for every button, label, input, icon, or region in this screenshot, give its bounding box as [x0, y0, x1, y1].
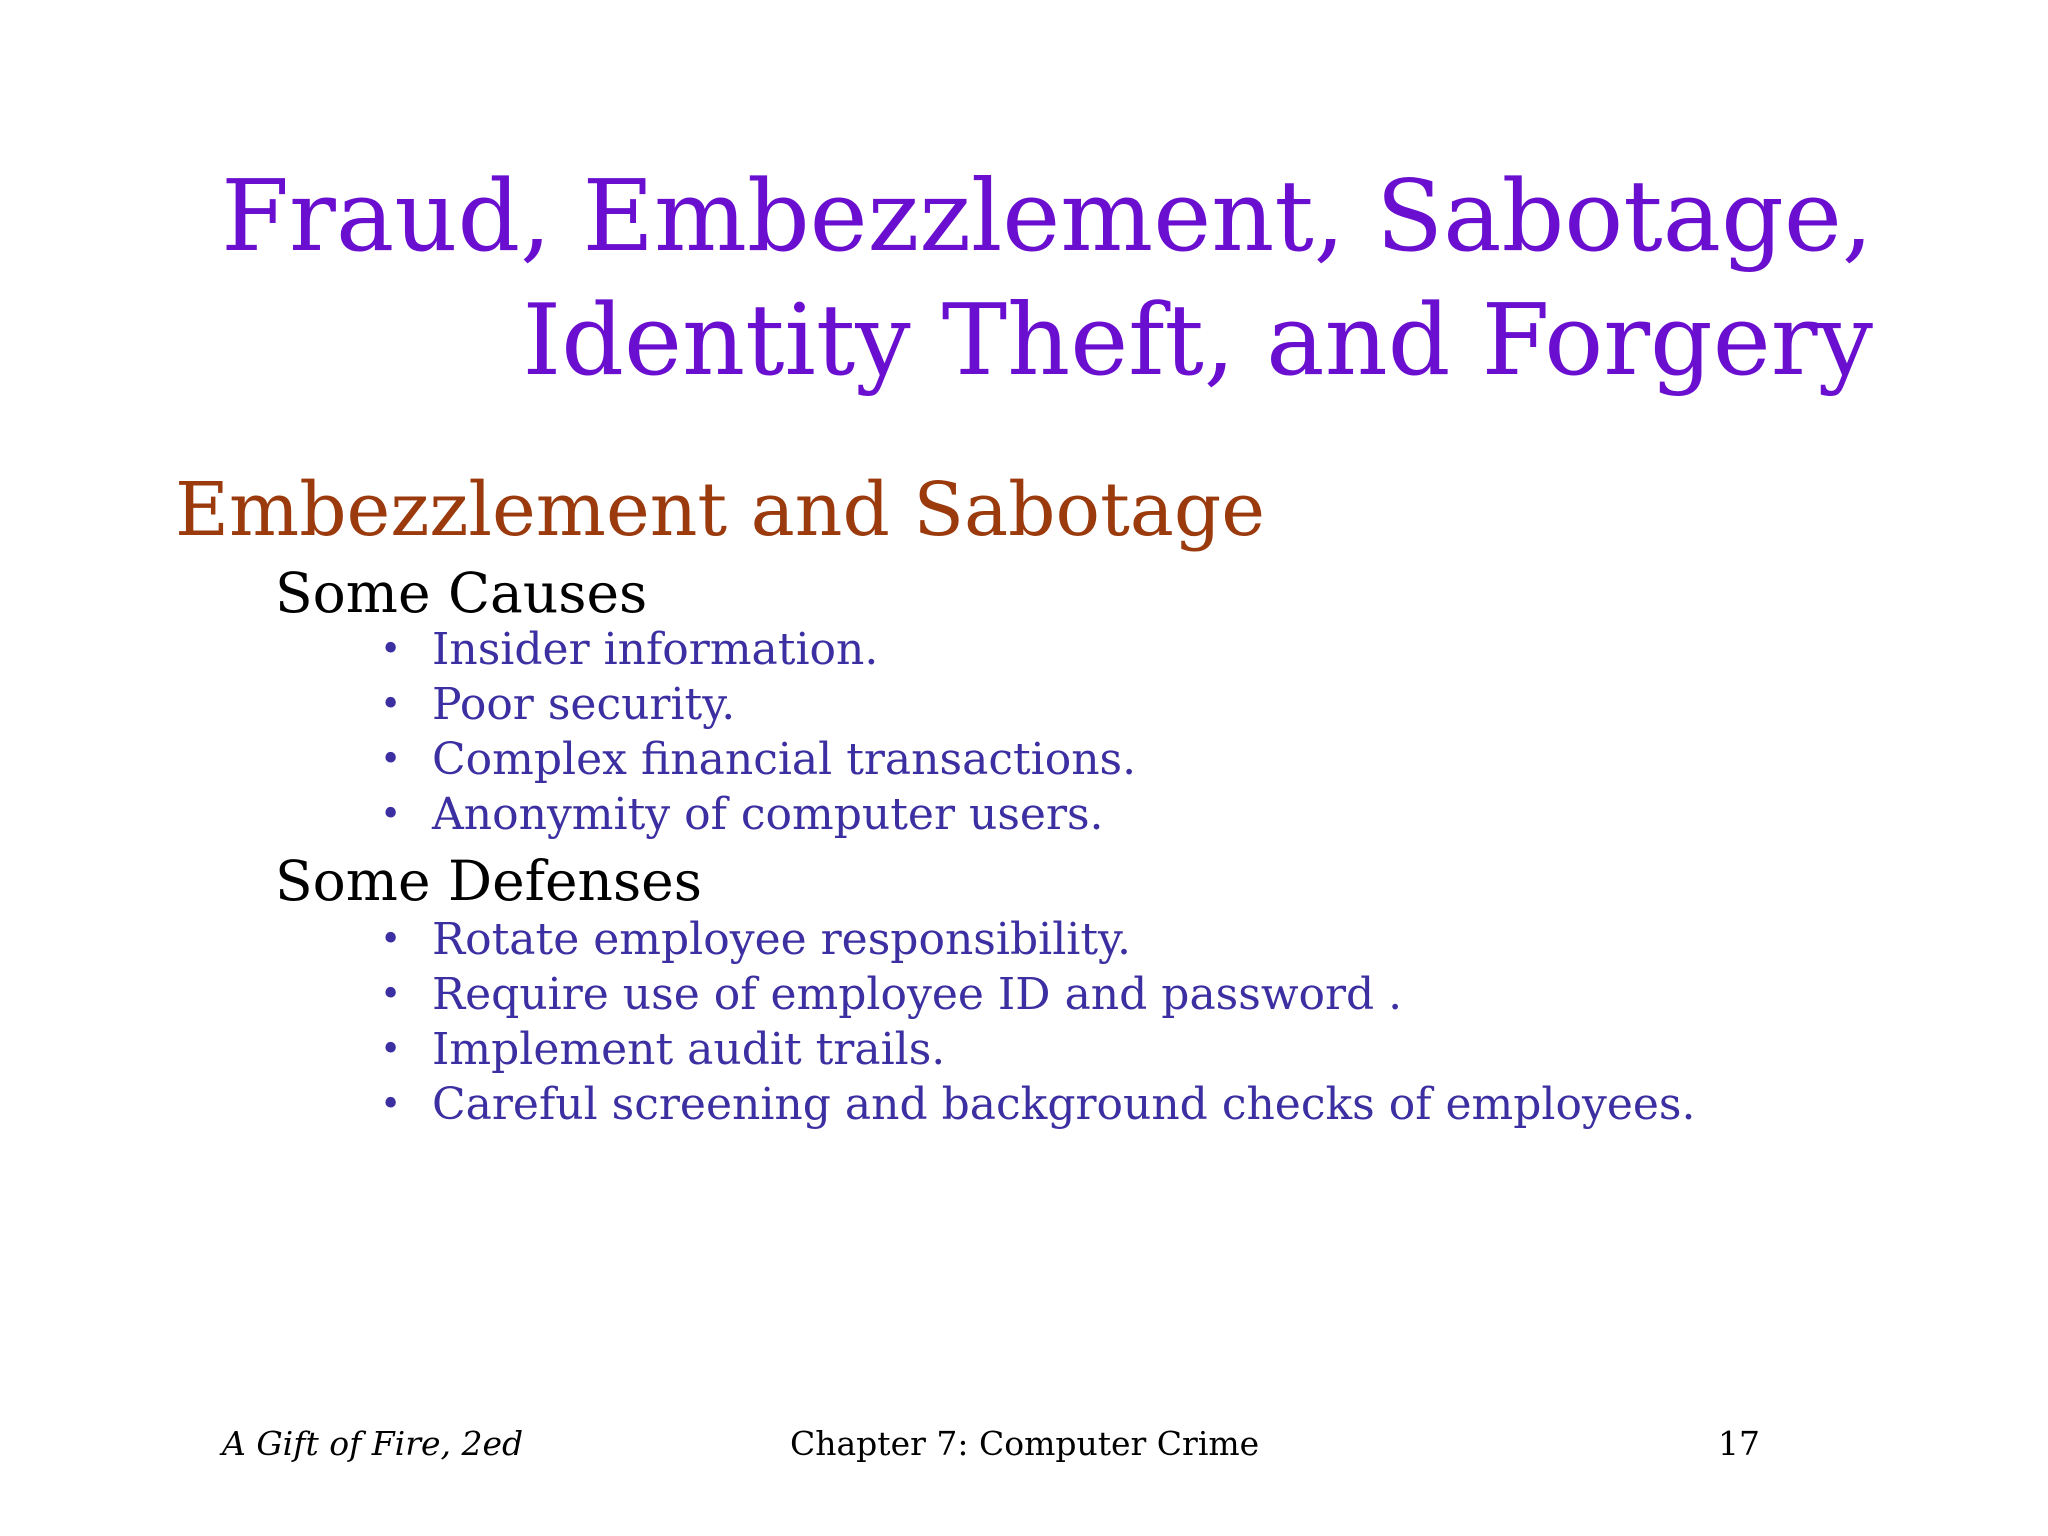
slide-title-line-1: Fraud, Embezzlement, Sabotage,	[221, 160, 1873, 274]
bullet-text: Insider information.	[432, 624, 879, 675]
bullet-text: Complex financial transactions.	[432, 734, 1137, 785]
list-item	[380, 787, 1136, 842]
list-item	[380, 1077, 1695, 1132]
bullet-text: Implement audit trails.	[432, 1024, 946, 1075]
bullet-list-defenses	[380, 912, 1695, 1132]
slide-title-line-2: Identity Theft, and Forgery	[522, 284, 1873, 398]
bullet-text: Careful screening and background checks of employees.	[432, 1079, 1696, 1130]
list-item	[380, 967, 1695, 1022]
footer-page-number: 17	[1718, 1424, 1760, 1463]
footer-book-title: A Gift of Fire, 2ed	[222, 1424, 524, 1463]
group-heading-defenses: Some Defenses	[275, 849, 702, 913]
footer-chapter: Chapter 7: Computer Crime	[790, 1424, 1260, 1463]
bullet-text: Rotate employee responsibility.	[432, 914, 1132, 965]
bullet-icon: •	[380, 794, 402, 835]
bullet-text: Poor security.	[432, 679, 736, 730]
bullet-icon: •	[380, 919, 402, 960]
group-heading-causes: Some Causes	[275, 561, 648, 625]
bullet-text: Require use of employee ID and password .	[432, 969, 1403, 1020]
list-item	[380, 1022, 1695, 1077]
slide-title	[173, 155, 1873, 403]
section-heading: Embezzlement and Sabotage	[175, 467, 1266, 553]
bullet-icon: •	[380, 1029, 402, 1070]
list-item	[380, 912, 1695, 967]
bullet-icon: •	[380, 739, 402, 780]
bullet-list-causes	[380, 622, 1136, 842]
bullet-icon: •	[380, 974, 402, 1015]
bullet-icon: •	[380, 629, 402, 670]
bullet-icon: •	[380, 684, 402, 725]
list-item	[380, 622, 1136, 677]
list-item	[380, 732, 1136, 787]
list-item	[380, 677, 1136, 732]
bullet-icon: •	[380, 1084, 402, 1125]
bullet-text: Anonymity of computer users.	[432, 789, 1104, 840]
